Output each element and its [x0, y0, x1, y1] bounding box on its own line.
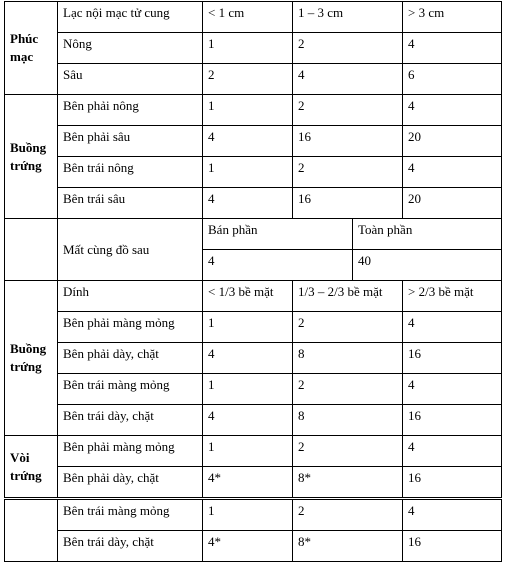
- cul-de-sac-label: Mất cùng đồ sau: [58, 219, 203, 281]
- table-cell: 2: [293, 95, 403, 126]
- table-cell: 16: [403, 467, 502, 499]
- table-cell: 2: [293, 499, 403, 531]
- table-cell: 16: [293, 126, 403, 157]
- cul-de-sac-partial-header: Bán phần: [203, 219, 353, 250]
- table-cell: 4: [203, 343, 293, 374]
- table-cell: 1: [203, 499, 293, 531]
- table-cell: 16: [293, 188, 403, 219]
- table-row: [5, 126, 502, 157]
- table-cell: 8*: [293, 467, 403, 499]
- table-row: [5, 188, 502, 219]
- table-row: [5, 281, 502, 312]
- table-cell: 1: [203, 95, 293, 126]
- table-cell: 20: [403, 126, 502, 157]
- table-row: [5, 374, 502, 405]
- table-cell: Sâu: [58, 64, 203, 95]
- table-cell: 2: [203, 64, 293, 95]
- table-cell: Dính: [58, 281, 203, 312]
- table-cell: 4: [403, 157, 502, 188]
- group-label-ovary: Buồng trứng: [5, 95, 58, 219]
- table-cell: > 3 cm: [403, 2, 502, 33]
- table-cell: Nông: [58, 33, 203, 64]
- table-cell: 4: [403, 312, 502, 343]
- table-cell: 2: [293, 157, 403, 188]
- table-row: [5, 157, 502, 188]
- table-cell: Bên trái sâu: [58, 188, 203, 219]
- table-cell: Bên phải sâu: [58, 126, 203, 157]
- table-cell: Bên trái dày, chặt: [58, 405, 203, 436]
- table-cell: 4: [203, 126, 293, 157]
- table-cell: Bên trái dày, chặt: [58, 531, 203, 562]
- table-row: [5, 95, 502, 126]
- table-cell: 1: [203, 374, 293, 405]
- table-cell: 4*: [203, 467, 293, 499]
- table-cell: < 1 cm: [203, 2, 293, 33]
- table-cell: 16: [403, 343, 502, 374]
- table-cell: 4*: [203, 531, 293, 562]
- table-cell: 2: [293, 33, 403, 64]
- table-cell: 1: [203, 312, 293, 343]
- table-cell: 20: [403, 188, 502, 219]
- table-row: [5, 405, 502, 436]
- table-row: [5, 343, 502, 374]
- table-cell: Bên trái màng mỏng: [58, 374, 203, 405]
- table-cell: Bên trái nông: [58, 157, 203, 188]
- table-cell: 4: [403, 499, 502, 531]
- table-cell: Bên phải nông: [58, 95, 203, 126]
- table-cell: Bên trái màng mỏng: [58, 499, 203, 531]
- table-cell: 8: [293, 405, 403, 436]
- table-row: [5, 467, 502, 499]
- table-cell: < 1/3 bề mặt: [203, 281, 293, 312]
- group-label-peritoneum: Phúc mạc: [5, 2, 58, 95]
- table-cell: > 2/3 bề mặt: [403, 281, 502, 312]
- cul-de-sac-complete-value: 40: [353, 250, 502, 281]
- table-cell: 16: [403, 405, 502, 436]
- table-cell: 4: [403, 374, 502, 405]
- table-cell: 1/3 – 2/3 bề mặt: [293, 281, 403, 312]
- table-row: [5, 219, 502, 250]
- group-label-fallopian-tube: Vòi trứng: [5, 436, 58, 499]
- table-cell: 4: [203, 188, 293, 219]
- table-row: [5, 64, 502, 95]
- table-cell: Lạc nội mạc tử cung: [58, 2, 203, 33]
- table-cell: 2: [293, 312, 403, 343]
- table-cell: 1 – 3 cm: [293, 2, 403, 33]
- table-cell: 1: [203, 157, 293, 188]
- table-cell: 8*: [293, 531, 403, 562]
- table-row: [5, 436, 502, 467]
- table-cell: 4: [293, 64, 403, 95]
- table-cell: Bên phải dày, chặt: [58, 467, 203, 499]
- table-cell: 1: [203, 436, 293, 467]
- table-row: [5, 33, 502, 64]
- table-cell: 6: [403, 64, 502, 95]
- table-cell: 2: [293, 374, 403, 405]
- table-row: [5, 531, 502, 562]
- endometriosis-score-table: [4, 1, 502, 562]
- table-cell: 4: [403, 95, 502, 126]
- table-cell: 16: [403, 531, 502, 562]
- table-row: [5, 312, 502, 343]
- table-cell: Bên phải màng mỏng: [58, 312, 203, 343]
- table-cell: 2: [293, 436, 403, 467]
- table-cell: 4: [403, 436, 502, 467]
- blank-group-cell: [5, 499, 58, 562]
- blank-group-cell: [5, 219, 58, 281]
- table-cell: 8: [293, 343, 403, 374]
- table-cell: 4: [403, 33, 502, 64]
- table-cell: Bên phải màng mỏng: [58, 436, 203, 467]
- group-label-ovary-adhesion: Buồng trứng: [5, 281, 58, 436]
- table-cell: Bên phải dày, chặt: [58, 343, 203, 374]
- table-cell: 4: [203, 405, 293, 436]
- cul-de-sac-partial-value: 4: [203, 250, 353, 281]
- table-row: [5, 2, 502, 33]
- table-row: [5, 499, 502, 531]
- table-cell: 1: [203, 33, 293, 64]
- cul-de-sac-complete-header: Toàn phần: [353, 219, 502, 250]
